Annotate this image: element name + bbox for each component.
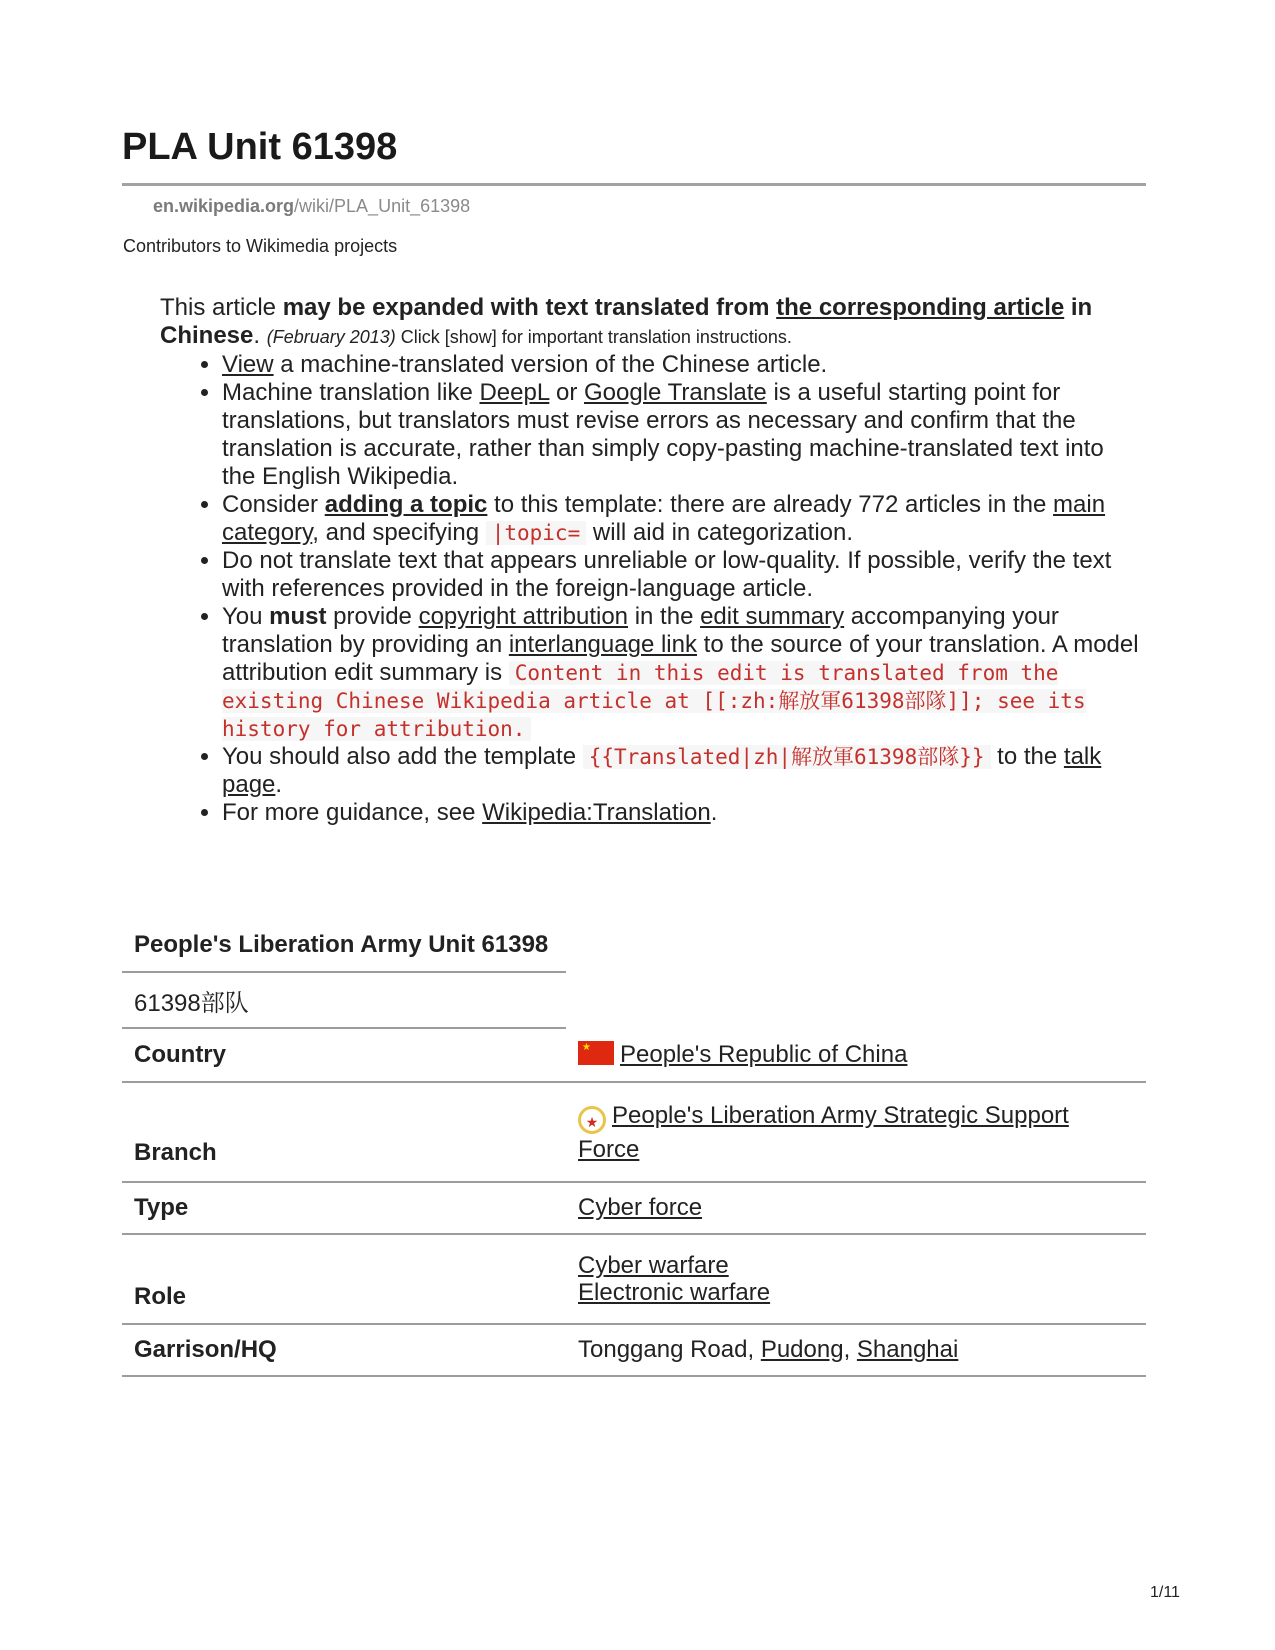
garrison-text: Tonggang Road, [578,1336,761,1363]
view-translation-link[interactable]: View [222,351,274,378]
list-text: in the [628,603,701,630]
notice-date: (February 2013) [266,327,396,347]
corresponding-article-link[interactable]: the corresponding article [776,294,1065,321]
contributors-line: Contributors to Wikimedia projects [123,236,398,256]
list-text: Machine translation like [222,379,480,406]
source-url [153,196,470,217]
list-text: For more guidance, see [222,799,483,826]
list-text: . [710,799,718,826]
google-translate-link[interactable]: Google Translate [584,379,767,406]
translated-template-code: {{Translated|zh|解放軍61398部隊}} [583,745,991,769]
list-text: to this template: there are already 772 articles in the [487,491,1054,518]
adding-topic-link[interactable]: adding a topic [324,491,488,518]
list-item [222,351,1140,379]
infobox-row-branch [122,1082,1146,1182]
topic-code: |topic= [486,521,587,545]
infobox-title: People's Liberation Army Unit 61398 [122,898,566,972]
list-text: or [549,379,584,406]
notice-text: This article [160,294,283,321]
title-divider [122,183,1146,186]
garrison-separator: , [843,1336,857,1363]
list-text: Consider [222,491,325,518]
list-text: will aid in categorization. [586,519,854,546]
native-name-row [122,972,1146,1028]
list-item [222,799,1140,827]
notice-intro [160,294,1140,351]
copyright-attribution-link[interactable]: copyright attribution [418,603,629,630]
edit-summary-link[interactable]: edit summary [700,603,845,630]
list-text: You [222,603,270,630]
page-number: 1/11 [1150,1584,1180,1601]
infobox-table [122,898,1146,1377]
row-label: Type [122,1182,566,1234]
native-name: 61398部队 [122,972,566,1028]
infobox-title-row [122,898,1146,972]
infobox-row-garrison [122,1324,1146,1376]
notice-bold-text: may be expanded with text translated from [282,294,777,321]
list-text: is a useful starting point for translations, but translators must revise errors as necessary and confirm that the translation is accurate, rather than simply copy-pasting machine-translated text into the English Wikipedia. [222,379,1104,490]
row-value [566,1324,1146,1376]
row-label: Role [122,1234,566,1324]
branch-link[interactable]: People's Liberation Army Strategic Support Force [578,1101,1069,1163]
role-link[interactable]: Electronic warfare [578,1279,771,1306]
url-path: /wiki/PLA_Unit_61398 [294,196,471,216]
row-value [566,1182,1146,1234]
notice-instructions: Click [show] for important translation instructions. [395,327,792,347]
translation-notice [160,294,1140,827]
type-link[interactable]: Cyber force [578,1194,703,1221]
must-emphasis: must [269,603,327,630]
row-label: Branch [122,1082,566,1182]
row-value [566,1234,1146,1324]
infobox-row-type [122,1182,1146,1234]
list-text: Do not translate text that appears unreliable or low-quality. If possible, verify the text with references provided in the foreign-language article. [222,547,1112,602]
deepl-link[interactable]: DeepL [479,379,550,406]
talk-page-link[interactable]: talk page [222,743,1102,798]
row-label: Country [134,1041,226,1068]
instruction-list [160,351,1140,827]
china-flag-icon: ★ [578,1041,614,1065]
list-text: provide [326,603,419,630]
pudong-link[interactable]: Pudong [760,1336,844,1363]
list-text: a machine-translated version of the Chinese article. [273,351,828,378]
list-text: You should also add the template [222,743,583,770]
infobox-row-role [122,1234,1146,1324]
list-item [222,603,1140,743]
row-label: Garrison/HQ [122,1324,566,1376]
list-item [222,491,1140,547]
list-text: accompanying your translation by providing an [222,603,1059,658]
shanghai-link[interactable]: Shanghai [856,1336,959,1363]
role-link[interactable]: Cyber warfare [578,1252,729,1279]
list-item [222,743,1140,799]
notice-period: . [253,322,267,349]
main-category-link[interactable]: main category [222,491,1106,546]
attribution-summary-code: Content in this edit is translated from the existing Chinese Wikipedia article at [[:zh:解放軍61398部隊]]; see its history for attribution. [222,661,1086,741]
row-value [566,1082,1146,1182]
infobox-row-country [122,1028,1146,1082]
notice-language: in Chinese [160,294,1093,349]
list-text: , and specifying [312,519,486,546]
interlanguage-link[interactable]: interlanguage link [508,631,697,658]
list-text: to the [990,743,1064,770]
wikipedia-translation-link[interactable]: Wikipedia:Translation [482,799,711,826]
url-domain: en.wikipedia.org [153,196,295,216]
row-value [566,1028,1146,1082]
country-link[interactable]: People's Republic of China [620,1040,908,1068]
list-text: . [275,771,283,798]
page-title: PLA Unit 61398 [122,126,398,168]
pla-ssf-emblem-icon: ★ [578,1106,606,1134]
list-item [222,547,1140,603]
list-item [222,379,1140,491]
list-text: to the source of your translation. A model attribution edit summary is [222,631,1139,686]
